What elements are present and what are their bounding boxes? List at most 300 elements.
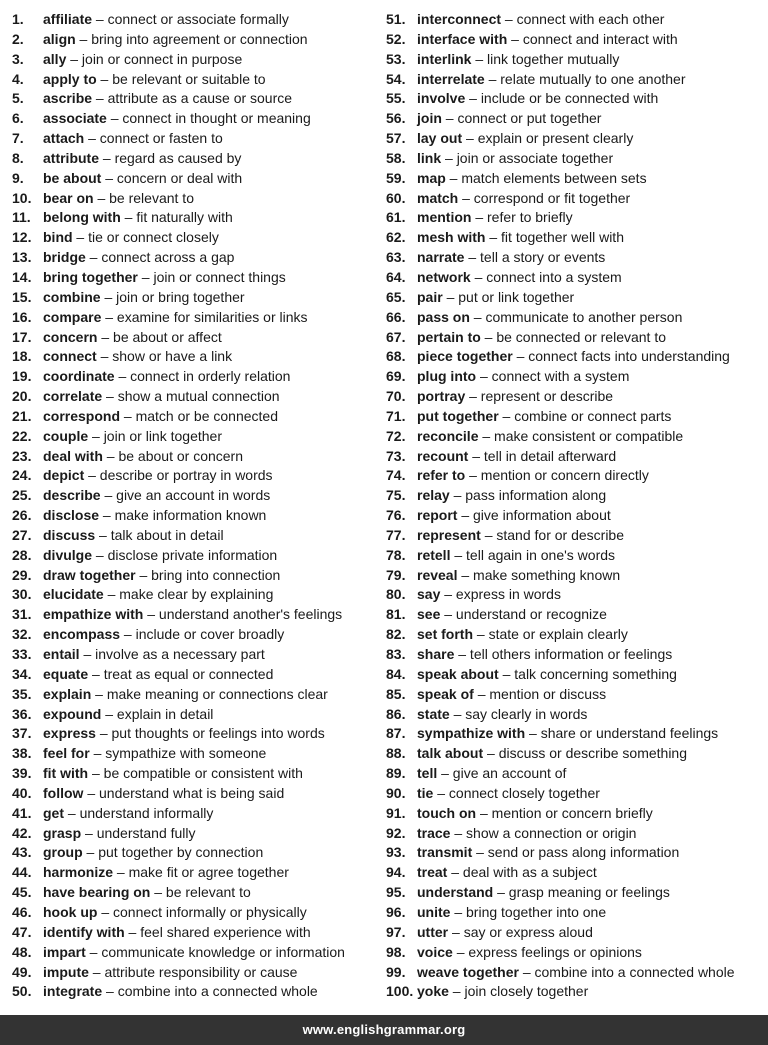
entry-number: 15. xyxy=(12,288,32,305)
list-item xyxy=(12,466,384,486)
entry-number: 38. xyxy=(12,745,32,762)
list-item xyxy=(386,407,762,427)
entry-word: feel for xyxy=(43,745,90,762)
entry-number: 80. xyxy=(386,586,406,603)
list-item xyxy=(12,625,384,645)
entry-number: 60. xyxy=(386,189,406,206)
entry-word: put together xyxy=(417,407,499,424)
list-item xyxy=(386,843,762,863)
entry-definition: – involve as a necessary part xyxy=(79,646,265,662)
entry-definition: – make clear by explaining xyxy=(103,586,274,603)
entry-definition: – connect in thought or meaning xyxy=(106,110,311,127)
entry-definition: – correspond or fit together xyxy=(458,189,631,206)
entry-word: plug into xyxy=(417,368,477,385)
entry-word: portray xyxy=(417,388,466,405)
entry-word: depict xyxy=(43,467,85,484)
entry-number: 26. xyxy=(12,507,32,524)
entry-number: 9. xyxy=(12,169,24,186)
entry-definition: – say or express aloud xyxy=(448,923,593,940)
list-item xyxy=(386,30,762,50)
entry-definition: – understand another's feelings xyxy=(143,606,343,623)
entry-word: encompass xyxy=(43,626,121,643)
list-item xyxy=(12,744,384,764)
list-item xyxy=(386,625,762,645)
entry-definition: – link together mutually xyxy=(471,50,620,67)
entry-number: 41. xyxy=(12,804,32,821)
list-item xyxy=(386,427,762,447)
footer-url: www.englishgrammar.org xyxy=(302,1022,466,1037)
word-list-left-column xyxy=(12,10,384,1002)
entry-definition: – connect and interact with xyxy=(507,30,678,47)
entry-word: voice xyxy=(417,943,453,960)
list-item xyxy=(12,347,384,367)
entry-word: report xyxy=(417,507,458,524)
entry-definition: – give an account of xyxy=(437,765,567,782)
entry-definition: – communicate knowledge or information xyxy=(85,943,345,960)
entry-word: apply to xyxy=(43,70,97,87)
entry-definition: – connect in orderly relation xyxy=(114,368,291,385)
list-item xyxy=(386,328,762,348)
entry-number: 27. xyxy=(12,526,32,543)
entry-definition: – fit together well with xyxy=(485,229,624,246)
entry-word: harmonize xyxy=(43,864,114,881)
list-item xyxy=(386,943,762,963)
entry-number: 87. xyxy=(386,725,406,742)
list-item xyxy=(12,784,384,804)
list-item xyxy=(12,566,384,586)
list-item xyxy=(12,328,384,348)
entry-word: narrate xyxy=(417,249,465,266)
entry-word: elucidate xyxy=(43,586,104,603)
entry-definition: – join closely together xyxy=(448,983,589,1000)
list-item xyxy=(12,883,384,903)
entry-definition: – send or pass along information xyxy=(472,844,680,861)
entry-word: couple xyxy=(43,427,89,444)
entry-definition: – join or link together xyxy=(88,427,222,444)
list-item xyxy=(12,863,384,883)
entry-definition: – regard as caused by xyxy=(99,149,242,166)
entry-word: talk about xyxy=(417,745,484,762)
entry-definition: – represent or describe xyxy=(465,388,614,405)
entry-definition: – match elements between sets xyxy=(445,169,647,186)
entry-definition: – sympathize with someone xyxy=(89,745,267,762)
entry-definition: – tell again in one's words xyxy=(450,546,616,563)
entry-number: 63. xyxy=(386,249,406,266)
list-item xyxy=(386,665,762,685)
entry-definition: – join or connect things xyxy=(137,268,286,285)
entry-definition: – concern or deal with xyxy=(101,169,243,186)
entry-definition: – bring into agreement or connection xyxy=(75,30,308,47)
list-item xyxy=(12,10,384,30)
entry-number: 34. xyxy=(12,665,32,682)
entry-number: 98. xyxy=(386,943,406,960)
entry-number: 4. xyxy=(12,70,24,87)
entry-word: represent xyxy=(417,526,481,543)
entry-word: discuss xyxy=(43,526,96,543)
entry-number: 51. xyxy=(386,11,406,27)
entry-word: connect xyxy=(43,348,97,365)
entry-word: join xyxy=(417,110,442,127)
entry-number: 97. xyxy=(386,923,406,940)
entry-number: 32. xyxy=(12,626,32,643)
list-item xyxy=(12,645,384,665)
entry-number: 35. xyxy=(12,685,32,702)
entry-word: correlate xyxy=(43,388,103,405)
entry-word: pair xyxy=(417,288,443,305)
list-item xyxy=(12,804,384,824)
list-item xyxy=(12,427,384,447)
entry-definition: – join or connect in purpose xyxy=(66,50,243,67)
entry-definition: – understand fully xyxy=(81,824,196,841)
entry-definition: – connect or put together xyxy=(441,110,602,127)
list-item xyxy=(12,50,384,70)
entry-definition: – connect or associate formally xyxy=(92,11,289,27)
entry-word: empathize with xyxy=(43,606,144,623)
entry-word: bridge xyxy=(43,249,86,266)
entry-definition: – bring into connection xyxy=(135,566,281,583)
entry-number: 47. xyxy=(12,923,32,940)
entry-definition: – attribute as a cause or source xyxy=(92,90,293,107)
list-item xyxy=(386,585,762,605)
entry-word: affiliate xyxy=(43,11,93,27)
list-item xyxy=(386,883,762,903)
entry-definition: – be compatible or consistent with xyxy=(88,765,303,782)
entry-definition: – join or bring together xyxy=(100,288,245,305)
entry-number: 11. xyxy=(12,209,31,226)
entry-number: 23. xyxy=(12,447,32,464)
entry-number: 90. xyxy=(386,784,406,801)
entry-number: 10. xyxy=(12,189,32,206)
entry-number: 68. xyxy=(386,348,406,365)
entry-number: 43. xyxy=(12,844,32,861)
entry-number: 22. xyxy=(12,427,32,444)
entry-word: deal with xyxy=(43,447,103,464)
list-item xyxy=(12,367,384,387)
list-item xyxy=(12,129,384,149)
entry-word: align xyxy=(43,30,76,47)
entry-definition: – include or be connected with xyxy=(465,90,659,107)
list-item xyxy=(12,387,384,407)
list-item xyxy=(12,685,384,705)
list-item xyxy=(12,228,384,248)
entry-number: 94. xyxy=(386,864,406,881)
entry-number: 12. xyxy=(12,229,32,246)
list-item xyxy=(386,248,762,268)
list-item xyxy=(386,903,762,923)
entry-number: 66. xyxy=(386,308,406,325)
entry-definition: – describe or portray in words xyxy=(84,467,273,484)
entry-number: 37. xyxy=(12,725,32,742)
entry-definition: – examine for similarities or links xyxy=(101,308,308,325)
entry-number: 21. xyxy=(12,407,32,424)
list-item xyxy=(12,526,384,546)
list-item xyxy=(386,228,762,248)
entry-definition: – be about or concern xyxy=(102,447,244,464)
entry-word: concern xyxy=(43,328,98,345)
entry-number: 64. xyxy=(386,268,406,285)
list-item xyxy=(386,685,762,705)
entry-word: attach xyxy=(43,130,85,147)
entry-word: see xyxy=(417,606,441,623)
entry-definition: – express feelings or opinions xyxy=(452,943,642,960)
entry-word: ally xyxy=(43,50,67,67)
list-item xyxy=(12,982,384,1002)
entry-word: link xyxy=(417,149,442,166)
entry-number: 6. xyxy=(12,110,24,127)
list-item xyxy=(12,585,384,605)
entry-definition: – talk concerning something xyxy=(498,665,677,682)
entry-word: tie xyxy=(417,784,434,801)
entry-number: 70. xyxy=(386,388,406,405)
entry-definition: – match or be connected xyxy=(120,407,279,424)
list-item xyxy=(12,943,384,963)
entry-number: 76. xyxy=(386,507,406,524)
entry-word: integrate xyxy=(43,983,103,1000)
entry-number: 81. xyxy=(386,606,406,623)
entry-word: mesh with xyxy=(417,229,486,246)
entry-definition: – deal with as a subject xyxy=(447,864,597,881)
entry-definition: – show a mutual connection xyxy=(102,388,280,405)
list-item xyxy=(12,546,384,566)
list-item xyxy=(386,705,762,725)
list-item xyxy=(12,506,384,526)
entry-definition: – understand informally xyxy=(64,804,214,821)
entry-number: 30. xyxy=(12,586,32,603)
list-item xyxy=(12,486,384,506)
entry-word: share xyxy=(417,646,455,662)
entry-number: 52. xyxy=(386,30,406,47)
entry-word: interface with xyxy=(417,30,508,47)
entry-definition: – connect closely together xyxy=(433,784,600,801)
entry-number: 7. xyxy=(12,130,24,147)
entry-word: equate xyxy=(43,665,89,682)
entry-number: 8. xyxy=(12,149,24,166)
entry-number: 67. xyxy=(386,328,406,345)
entry-word: express xyxy=(43,725,96,742)
entry-definition: – talk about in detail xyxy=(95,526,224,543)
entry-word: network xyxy=(417,268,471,285)
entry-definition: – tie or connect closely xyxy=(72,229,219,246)
entry-definition: – be about or affect xyxy=(97,328,222,345)
entry-definition: – disclose private information xyxy=(92,546,278,563)
entry-word: reveal xyxy=(417,566,458,583)
entry-definition: – express in words xyxy=(440,586,561,603)
entry-number: 33. xyxy=(12,646,32,662)
entry-definition: – be relevant to xyxy=(93,189,194,206)
entry-definition: – mention or discuss xyxy=(473,685,607,702)
list-item xyxy=(386,486,762,506)
entry-number: 89. xyxy=(386,765,406,782)
footer-bar xyxy=(0,1015,768,1045)
entry-number: 93. xyxy=(386,844,406,861)
entry-word: map xyxy=(417,169,446,186)
entry-word: transmit xyxy=(417,844,473,861)
entry-definition: – give information about xyxy=(457,507,611,524)
entry-definition: – connect with a system xyxy=(476,368,630,385)
entry-number: 42. xyxy=(12,824,32,841)
entry-word: mention xyxy=(417,209,472,226)
list-item xyxy=(12,70,384,90)
entry-number: 75. xyxy=(386,487,406,504)
entry-definition: – include or cover broadly xyxy=(120,626,285,643)
list-item xyxy=(386,50,762,70)
entry-word: explain xyxy=(43,685,92,702)
list-item xyxy=(12,248,384,268)
entry-number: 13. xyxy=(12,249,32,266)
entry-word: entail xyxy=(43,646,80,662)
entry-word: expound xyxy=(43,705,102,722)
entry-definition: – connect into a system xyxy=(470,268,622,285)
list-item xyxy=(386,447,762,467)
entry-number: 100. xyxy=(386,983,414,1000)
list-item xyxy=(386,10,762,30)
entry-number: 91. xyxy=(386,804,406,821)
entry-word: draw together xyxy=(43,566,136,583)
entry-word: interrelate xyxy=(417,70,485,87)
list-item xyxy=(386,744,762,764)
entry-word: touch on xyxy=(417,804,477,821)
list-item xyxy=(386,208,762,228)
list-item xyxy=(12,843,384,863)
list-item xyxy=(12,109,384,129)
entry-number: 40. xyxy=(12,784,32,801)
entry-word: coordinate xyxy=(43,368,115,385)
list-item xyxy=(386,526,762,546)
entry-word: pertain to xyxy=(417,328,481,345)
list-item xyxy=(386,288,762,308)
entry-definition: – attribute responsibility or cause xyxy=(88,963,298,980)
entry-number: 82. xyxy=(386,626,406,643)
list-item xyxy=(12,208,384,228)
entry-number: 20. xyxy=(12,388,32,405)
entry-definition: – connect or fasten to xyxy=(84,130,223,147)
entry-word: match xyxy=(417,189,459,206)
entry-definition: – make information known xyxy=(99,507,267,524)
list-item xyxy=(386,169,762,189)
entry-definition: – treat as equal or connected xyxy=(88,665,274,682)
list-item xyxy=(12,705,384,725)
entry-definition: – stand for or describe xyxy=(480,526,624,543)
entry-number: 77. xyxy=(386,526,406,543)
list-item xyxy=(12,308,384,328)
entry-word: ascribe xyxy=(43,90,93,107)
entry-definition: – mention or concern directly xyxy=(465,467,649,484)
list-item xyxy=(386,506,762,526)
entry-word: involve xyxy=(417,90,466,107)
entry-word: trace xyxy=(417,824,451,841)
entry-number: 36. xyxy=(12,705,32,722)
entry-definition: – make something known xyxy=(457,566,621,583)
entry-word: bring together xyxy=(43,268,138,285)
entry-number: 16. xyxy=(12,308,32,325)
entry-number: 84. xyxy=(386,665,406,682)
entry-number: 45. xyxy=(12,884,32,901)
entry-word: say xyxy=(417,586,441,603)
entry-word: have bearing on xyxy=(43,884,151,901)
entry-number: 46. xyxy=(12,903,32,920)
entry-word: describe xyxy=(43,487,101,504)
entry-word: combine xyxy=(43,288,101,305)
entry-word: bear on xyxy=(43,189,94,206)
entry-word: identify with xyxy=(43,923,125,940)
entry-word: speak of xyxy=(417,685,474,702)
entry-word: lay out xyxy=(417,130,463,147)
list-item xyxy=(386,109,762,129)
entry-definition: – grasp meaning or feelings xyxy=(493,884,670,901)
list-item xyxy=(12,288,384,308)
entry-word: divulge xyxy=(43,546,93,563)
list-item xyxy=(12,169,384,189)
entry-number: 19. xyxy=(12,368,32,385)
entry-word: yoke xyxy=(417,983,449,1000)
entry-number: 69. xyxy=(386,368,406,385)
entry-word: sympathize with xyxy=(417,725,526,742)
entry-number: 83. xyxy=(386,646,406,662)
list-item xyxy=(12,189,384,209)
entry-definition: – be relevant to xyxy=(150,884,251,901)
entry-definition: – give an account in words xyxy=(100,487,271,504)
entry-number: 73. xyxy=(386,447,406,464)
entry-word: correspond xyxy=(43,407,121,424)
entry-word: associate xyxy=(43,110,107,127)
entry-definition: – refer to briefly xyxy=(471,209,573,226)
list-item xyxy=(386,784,762,804)
entry-definition: – connect informally or physically xyxy=(97,903,307,920)
entry-definition: – communicate to another person xyxy=(469,308,683,325)
list-item xyxy=(386,863,762,883)
list-item xyxy=(386,804,762,824)
entry-number: 92. xyxy=(386,824,406,841)
list-item xyxy=(12,903,384,923)
entry-definition: – understand what is being said xyxy=(83,784,285,801)
entry-definition: – combine into a connected whole xyxy=(102,983,318,1000)
entry-word: reconcile xyxy=(417,427,479,444)
entry-definition: – fit naturally with xyxy=(120,209,233,226)
entry-definition: – relate mutually to one another xyxy=(484,70,686,87)
entry-number: 54. xyxy=(386,70,406,87)
list-item xyxy=(12,268,384,288)
entry-word: retell xyxy=(417,546,451,563)
entry-number: 5. xyxy=(12,90,24,107)
entry-word: speak about xyxy=(417,665,499,682)
entry-definition: – be connected or relevant to xyxy=(480,328,667,345)
entry-word: belong with xyxy=(43,209,121,226)
entry-number: 17. xyxy=(12,328,32,345)
list-item xyxy=(386,963,762,983)
entry-number: 55. xyxy=(386,90,406,107)
list-item xyxy=(386,982,762,1002)
entry-number: 85. xyxy=(386,685,406,702)
list-item xyxy=(386,724,762,744)
entry-number: 48. xyxy=(12,943,32,960)
entry-definition: – put or link together xyxy=(442,288,575,305)
list-item xyxy=(12,724,384,744)
entry-definition: – explain or present clearly xyxy=(462,130,634,147)
entry-number: 1. xyxy=(12,11,24,27)
list-item xyxy=(386,89,762,109)
entry-definition: – connect facts into understanding xyxy=(512,348,730,365)
entry-definition: – make fit or agree together xyxy=(113,864,289,881)
entry-definition: – join or associate together xyxy=(441,149,614,166)
entry-word: compare xyxy=(43,308,102,325)
entry-definition: – show a connection or origin xyxy=(450,824,637,841)
entry-definition: – state or explain clearly xyxy=(473,626,628,643)
entry-number: 59. xyxy=(386,169,406,186)
entry-number: 99. xyxy=(386,963,406,980)
entry-word: unite xyxy=(417,903,451,920)
entry-number: 53. xyxy=(386,50,406,67)
entry-word: disclose xyxy=(43,507,100,524)
